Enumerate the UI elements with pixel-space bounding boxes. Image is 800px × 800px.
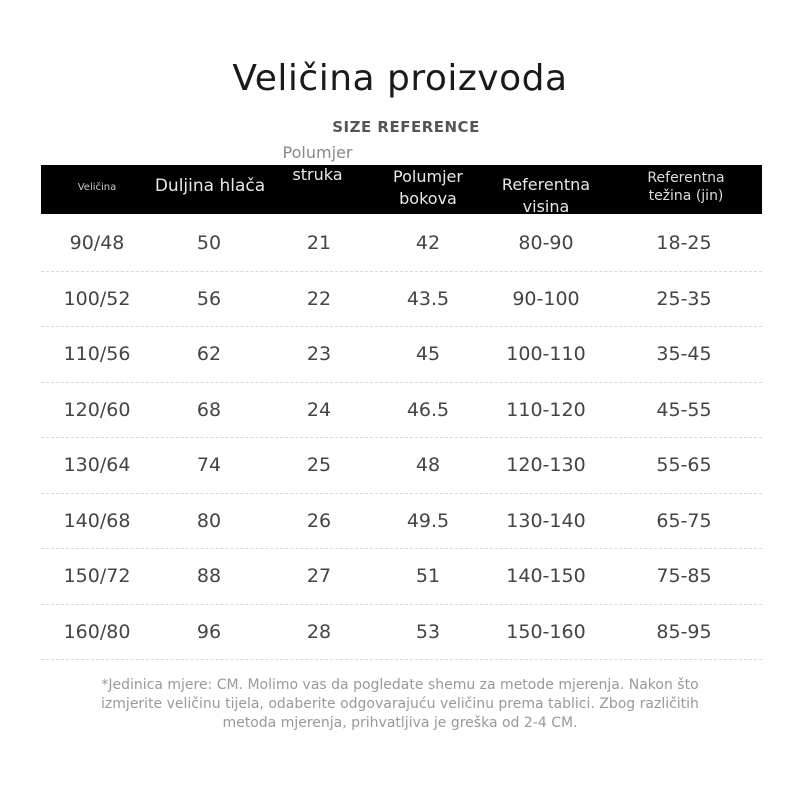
cell-hips: 45 xyxy=(415,343,441,365)
table-row xyxy=(41,549,762,605)
cell-waist: 22 xyxy=(306,287,332,310)
cell-weight: 25-35 xyxy=(656,287,712,310)
cell-pants-length: 50 xyxy=(196,232,222,254)
cell-size: 100/52 xyxy=(63,287,131,310)
cell-pants-length: 68 xyxy=(196,398,222,421)
cell-waist: 21 xyxy=(306,232,332,254)
cell-weight: 75-85 xyxy=(656,565,712,587)
table-row xyxy=(41,216,762,272)
header-size: Veličina xyxy=(77,182,117,193)
cell-waist: 25 xyxy=(306,454,332,476)
page-subtitle: SIZE REFERENCE xyxy=(332,118,480,136)
cell-weight: 45-55 xyxy=(656,398,712,421)
cell-weight: 18-25 xyxy=(656,232,712,254)
header-waist-line2: struka xyxy=(292,164,343,184)
cell-height: 120-130 xyxy=(506,454,586,476)
cell-size: 130/64 xyxy=(63,454,131,476)
cell-weight: 85-95 xyxy=(656,620,712,643)
table-row xyxy=(41,494,762,550)
cell-height: 110-120 xyxy=(506,398,586,421)
header-weight: Referentna težina (jin) xyxy=(647,170,725,205)
cell-waist: 26 xyxy=(306,509,332,532)
cell-height: 100-110 xyxy=(506,343,586,365)
cell-pants-length: 62 xyxy=(196,343,222,365)
cell-pants-length: 80 xyxy=(196,509,222,532)
cell-hips: 42 xyxy=(415,232,441,254)
measurement-note: *Jedinica mjere: CM. Molimo vas da pogledate shemu za metode mjerenja. Nakon što izmjerite veličinu tijela, odaberite odgovarajuću veličinu prema tablici. Zbog različitih metoda mjerenja, prihvatljiva je greška od 2-4 CM. xyxy=(101,677,699,731)
cell-waist: 23 xyxy=(306,343,332,365)
cell-hips: 49.5 xyxy=(406,509,450,532)
header-pants-length: Duljina hlača xyxy=(154,176,266,196)
cell-hips: 51 xyxy=(415,565,441,587)
cell-height: 140-150 xyxy=(506,565,586,587)
cell-size: 90/48 xyxy=(69,232,125,254)
cell-height: 80-90 xyxy=(518,232,574,254)
cell-pants-length: 96 xyxy=(196,620,222,643)
size-table-body xyxy=(41,216,762,660)
cell-height: 90-100 xyxy=(512,287,580,310)
cell-hips: 43.5 xyxy=(406,287,450,310)
cell-weight: 35-45 xyxy=(656,343,712,365)
cell-weight: 55-65 xyxy=(656,454,712,476)
header-waist xyxy=(275,142,360,185)
cell-size: 120/60 xyxy=(63,398,131,421)
header-hips: Polumjer bokova xyxy=(393,167,463,208)
cell-pants-length: 88 xyxy=(196,565,222,587)
page-title: Veličina proizvoda xyxy=(232,58,568,99)
cell-waist: 27 xyxy=(306,565,332,587)
cell-hips: 48 xyxy=(415,454,441,476)
header-waist-line1: Polumjer xyxy=(282,143,353,162)
cell-waist: 24 xyxy=(306,398,332,421)
cell-height: 150-160 xyxy=(506,620,586,643)
table-row xyxy=(41,383,762,439)
cell-height: 130-140 xyxy=(506,509,586,532)
cell-hips: 53 xyxy=(415,620,441,643)
cell-size: 160/80 xyxy=(63,620,131,643)
cell-pants-length: 56 xyxy=(196,287,222,310)
cell-weight: 65-75 xyxy=(656,509,712,532)
cell-hips: 46.5 xyxy=(406,398,450,421)
table-row xyxy=(41,327,762,383)
cell-size: 110/56 xyxy=(63,343,131,365)
table-row xyxy=(41,605,762,661)
cell-size: 140/68 xyxy=(63,509,131,532)
table-row xyxy=(41,438,762,494)
table-row xyxy=(41,272,762,328)
cell-pants-length: 74 xyxy=(196,454,222,476)
header-height: Referentna visina xyxy=(501,175,591,217)
cell-size: 150/72 xyxy=(63,565,131,587)
cell-waist: 28 xyxy=(306,620,332,643)
